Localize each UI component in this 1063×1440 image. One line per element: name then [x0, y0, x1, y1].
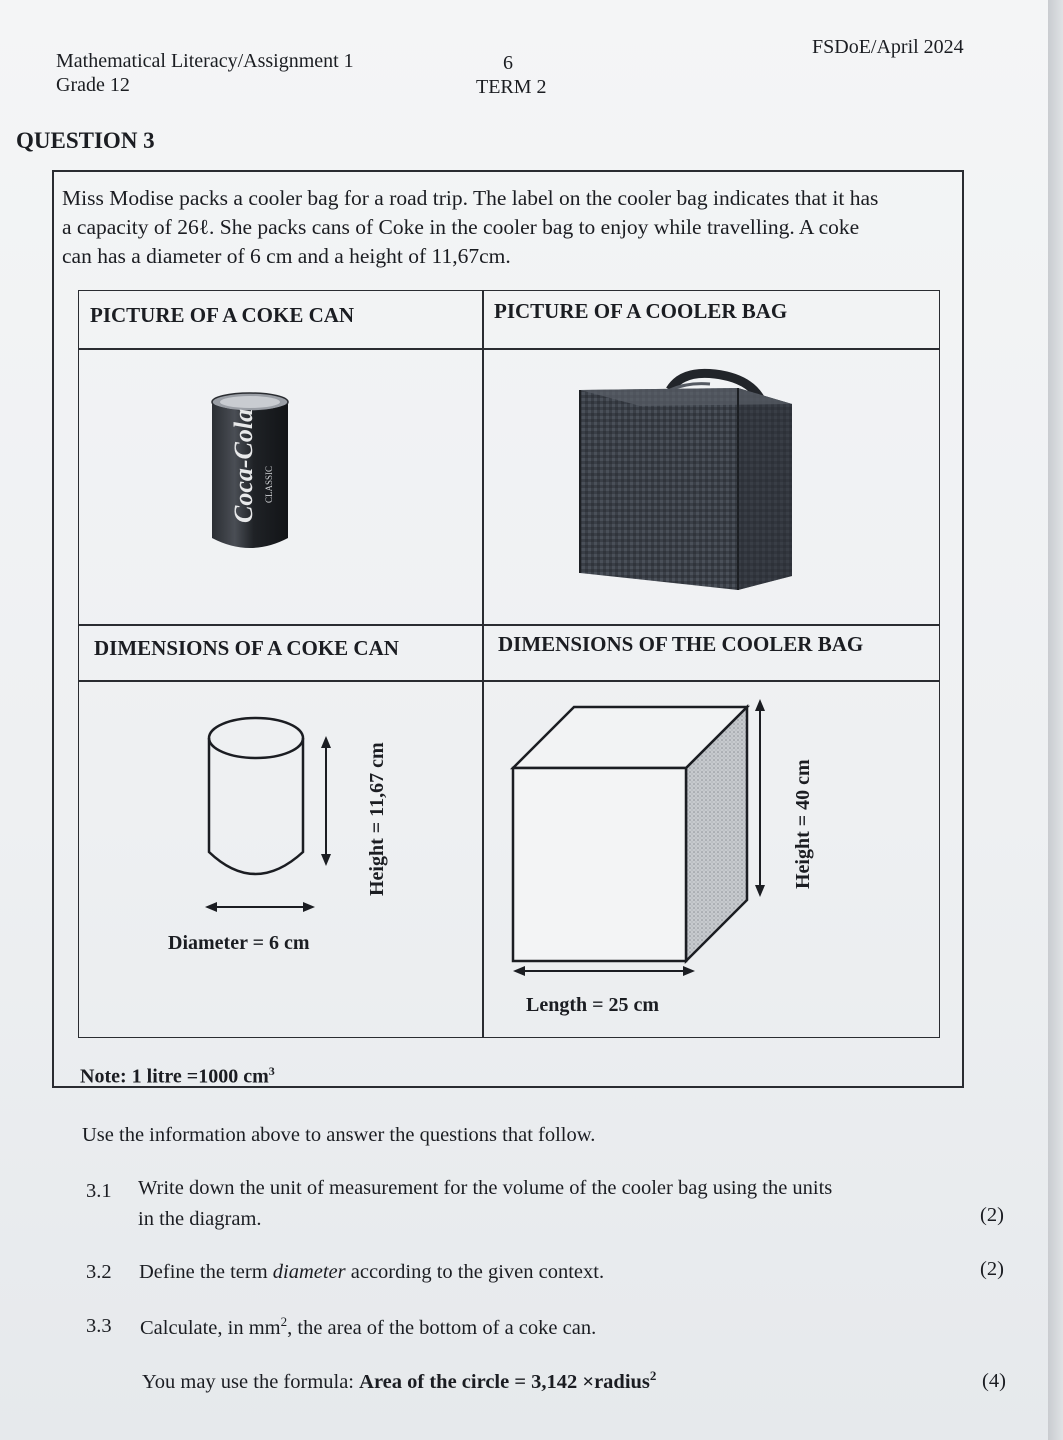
question-3-3-marks: (4): [982, 1370, 1006, 1392]
table-head-bag-dimensions: DIMENSIONS OF THE COOLER BAG: [498, 632, 864, 656]
formula-expression: = 3,142 ×radius: [509, 1370, 650, 1393]
table-head-can-picture: PICTURE OF A COKE CAN: [90, 303, 355, 327]
table-head-can-dimensions: DIMENSIONS OF A COKE CAN: [94, 636, 399, 660]
bag-height-arrow: [755, 699, 765, 897]
table-head-bag-picture: PICTURE OF A COOLER BAG: [494, 299, 788, 323]
header-page-number: 6: [503, 52, 513, 74]
header-source: FSDoE/April 2024: [812, 36, 964, 58]
bag-length-arrow: [513, 966, 695, 976]
coke-can-picture: [200, 388, 300, 560]
question-3-3-number: 3.3: [86, 1315, 112, 1337]
question-3-1-number: 3.1: [86, 1180, 112, 1202]
formula-name: Area of the circle: [359, 1370, 510, 1393]
question-title: QUESTION 3: [16, 128, 155, 153]
bag-length-label: Length = 25 cm: [526, 994, 660, 1016]
cooler-bag-dimension-diagram: [505, 695, 825, 985]
question-3-1-line-2: in the diagram.: [138, 1208, 262, 1230]
header-term: TERM 2: [476, 76, 547, 98]
bag-height-label: Height = 40 cm: [792, 759, 814, 889]
table-divider-1: [78, 348, 940, 350]
table-divider-vertical: [482, 290, 484, 1038]
header-subject: Mathematical Literacy/Assignment 1: [56, 50, 354, 72]
question-3-2-text-after: according to the given context.: [345, 1261, 605, 1283]
table-divider-3: [78, 680, 940, 682]
question-3-3-text: [140, 1314, 596, 1340]
coke-can-dimension-diagram: [195, 700, 395, 930]
question-3-3-text-before: Calculate, in mm: [140, 1316, 281, 1339]
conversion-note: [80, 1064, 275, 1089]
coke-can-brand-text: Coca-Cola: [229, 408, 258, 523]
question-3-2-text: [139, 1261, 604, 1284]
cooler-bag-picture: [570, 368, 800, 596]
instruction-text: Use the information above to answer the questions that follow.: [82, 1124, 596, 1146]
intro-paragraph: [62, 184, 962, 271]
question-3-3-text-after: , the area of the bottom of a coke can.: [287, 1316, 597, 1339]
question-3-2-number: 3.2: [86, 1261, 112, 1283]
page-edge: [1048, 0, 1063, 1440]
can-diameter-label: Diameter = 6 cm: [168, 932, 310, 954]
can-height-label: Height = 11,67 cm: [366, 742, 388, 896]
formula-intro: You may use the formula:: [142, 1370, 360, 1393]
formula-superscript: 2: [649, 1368, 657, 1383]
intro-line-1: Miss Modise packs a cooler bag for a road trip. The label on the cooler bag indicates that it has: [62, 186, 879, 210]
question-3-1-marks: (2): [980, 1204, 1004, 1226]
question-3-2-marks: (2): [980, 1258, 1004, 1280]
header-grade: Grade 12: [56, 74, 130, 96]
question-3-1-line-1: Write down the unit of measurement for the volume of the cooler bag using the units: [138, 1177, 833, 1199]
question-3-3-superscript: 2: [280, 1314, 288, 1329]
coke-can-sub-text: CLASSIC: [264, 465, 274, 503]
intro-line-3: can has a diameter of 6 cm and a height of 11,67cm.: [62, 244, 511, 268]
can-height-arrow: [321, 736, 331, 866]
conversion-note-superscript: 3: [268, 1064, 275, 1078]
question-3-2-text-before: Define the term: [139, 1261, 273, 1283]
intro-line-2: a capacity of 26ℓ. She packs cans of Coke in the cooler bag to enjoy while travelling. A coke: [62, 215, 860, 239]
question-3-2-term: diameter: [272, 1261, 346, 1283]
table-divider-2: [78, 624, 940, 626]
can-diameter-arrow: [205, 902, 315, 912]
question-3-3-formula: [142, 1368, 656, 1394]
conversion-note-text: Note: 1 litre =1000 cm: [80, 1065, 269, 1088]
